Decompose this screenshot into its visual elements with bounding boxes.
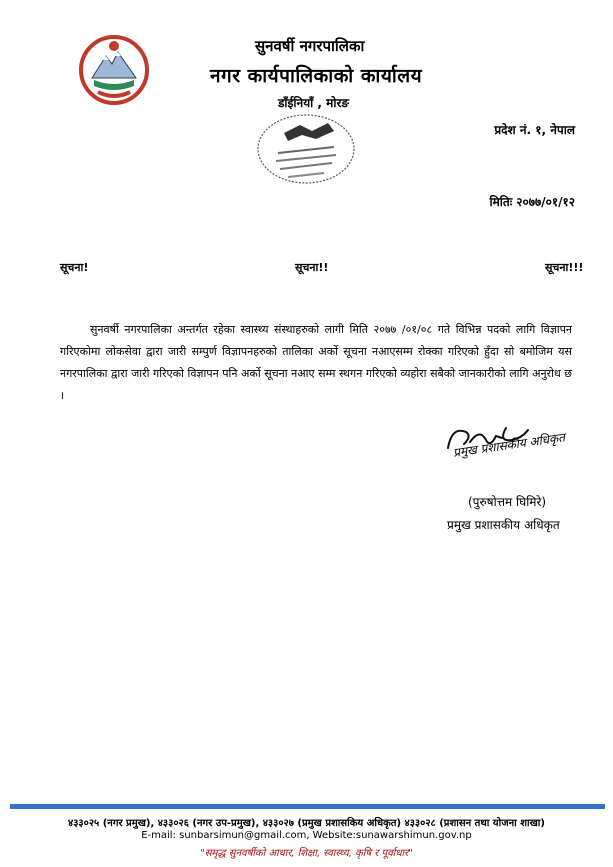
notice-heading-2: सूचना!!	[295, 261, 329, 274]
footer-contact: E-mail: sunbarsimun@gmail.com, Website:sunawarshimun.gov.np	[141, 830, 472, 841]
office-name: नगर कार्यपालिकाको कार्यालय	[210, 65, 423, 87]
signer-name: (पुरुषोत्तम घिमिरे)	[468, 495, 547, 509]
notice-body-text: सुनवर्षी नगरपालिका अन्तर्गत रहेका स्वास्थ्य संस्थाहरुको लागी मिति २०७७ /०१/०८ गते विभिन्न पदको लागि विज्ञापन गरिएकोमा लोकसेवा द्वारा जारी सम्पुर्ण विज्ञापनहरुको तालिका अर्को सूचना नआएसम्म रोक्का गरिएको हुँदा सो बमोजिम यस नगरपालिका द्वारा जारी गरिएको विज्ञापन पनि अर्को सूचना नआए सम्म स्थगन गरिएको व्यहोरा सबैको जानकारीको लागि अनुरोध छ ।	[60, 323, 572, 402]
date-line: मितिः २०७७/०१/१२	[489, 195, 575, 209]
nepal-emblem-icon	[78, 34, 150, 106]
notice-body	[60, 319, 572, 407]
signer-title: प्रमुख प्रशासकीय अधिकृत	[447, 518, 560, 532]
municipality-name: सुनवर्षी नगरपालिका	[255, 37, 365, 55]
footer-divider	[10, 804, 605, 809]
province-label: प्रदेश नं. १, नेपाल	[494, 123, 575, 137]
notice-heading-3: सूचना!!!	[545, 261, 584, 274]
footer-phone-numbers: ४३३०२५ (नगर प्रमुख), ४३३०२६ (नगर उप-प्रमुख), ४३३०२७ (प्रमुख प्रशासकिय अधिकृत) ४३३०२८ (प्रशासन तथा योजना शाखा)	[68, 818, 545, 829]
office-stamp	[254, 111, 358, 187]
signature-office-handwritten: प्रमुख प्रशासकीय अधिकृत	[452, 430, 566, 460]
footer-motto: "समृद्ध सुनवर्षीको आधार, शिक्षा, स्वास्थ्य, कृषि र पूर्वाधार"	[200, 848, 413, 859]
office-location: डाँईनियाँ , मोरङ	[278, 96, 350, 110]
notice-heading-1: सूचना!	[60, 261, 89, 274]
